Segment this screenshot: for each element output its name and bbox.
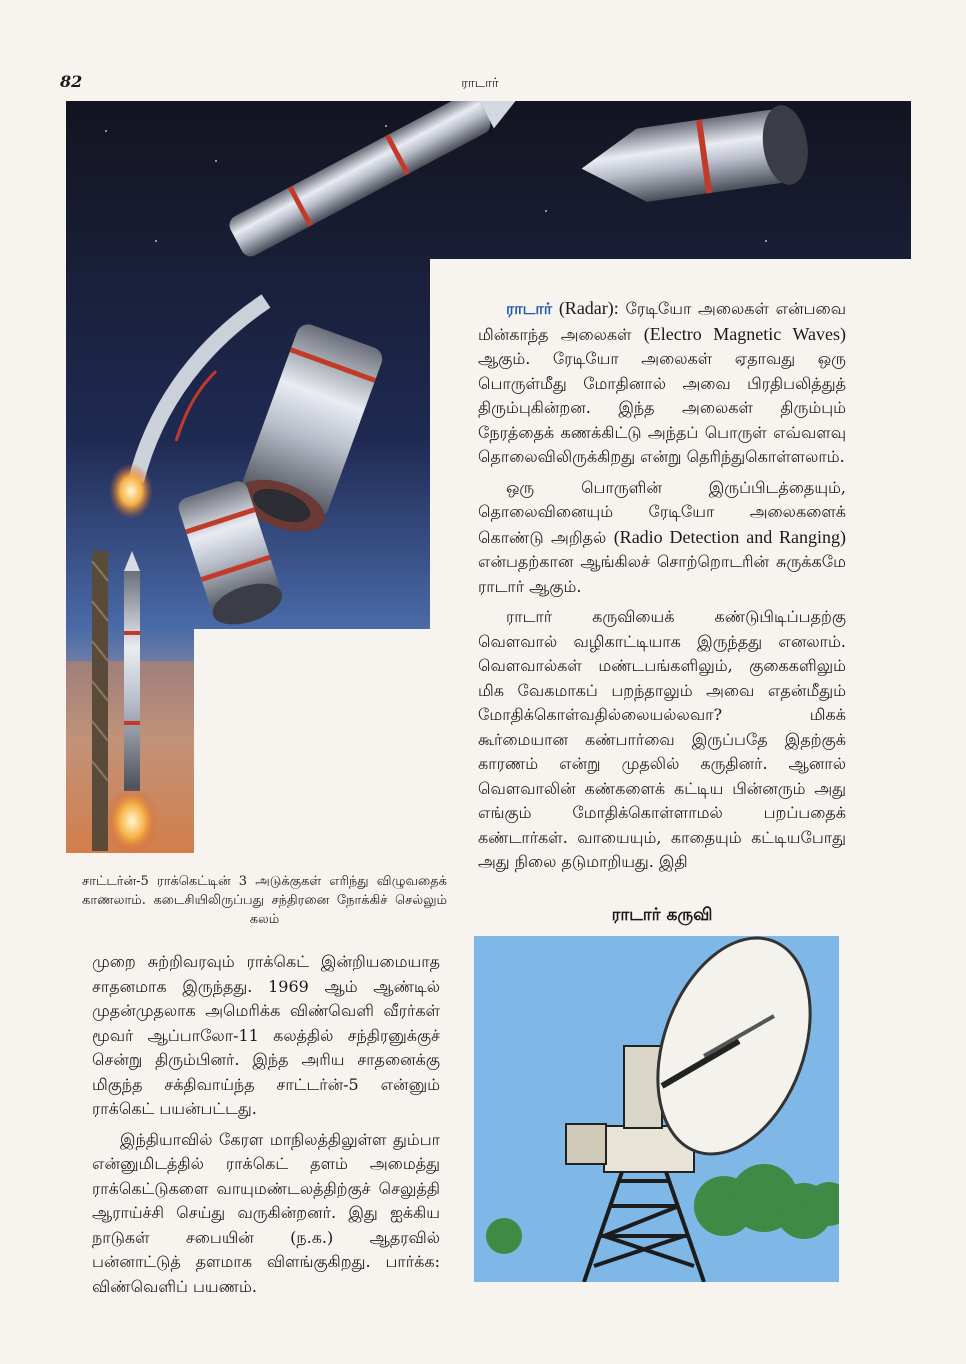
radar-paragraph-2 <box>478 476 846 600</box>
radar-text: ஆகும். ரேடியோ அலைகள் ஏதாவது ஒரு பொருள்மீது மோதினால் அவை பிரதிபலித்துத் திரும்புகின்றன. இந்த அலைகள் திரும்பும் நேரத்தைக் கணக்கிட்டு அந்தப் பொருள் எவ்வளவு தொலைவிலிருக்கிறது என்று தெரிந்துகொள்ளலாம். <box>478 349 846 466</box>
launch-tower <box>92 551 108 851</box>
radar-term-english: (Radar): <box>558 298 619 318</box>
radar-figure-title: ராடார் கருவி <box>611 905 713 925</box>
radar-text: என்பதற்கான ஆங்கிலச் சொற்றொடரின் சுருக்கமே ராடார் ஆகும். <box>478 552 846 596</box>
rocket-figure-caption: சாட்டர்ன்-5 ராக்கெட்டின் 3 அடுக்குகள் எரிந்து விழுவதைக் காணலாம். கடைசியிலிருப்பது சந்திரனை நோக்கிச் செல்லும் கலம் <box>82 874 447 927</box>
radar-article <box>478 296 846 881</box>
radar-text: ரேடியோ அலைகள் என்பவை மின்காந்த அலைகள் <box>478 299 846 344</box>
radar-illustration <box>474 936 839 1282</box>
radar-paragraph-3: ராடார் கருவியைக் கண்டுபிடிப்பதற்கு வௌவால் வழிகாட்டியாக இருந்தது எனலாம். வௌவால்கள் மண்டபங்களிலும், குகைகளிலும் மிக வேகமாகப் பறந்தாலும் அவை எதன்மீதும் மோதிக்கொள்வதில்லையல்லவா? மிகக் கூர்மையான கண்பார்வை இருப்பதே இதற்குக் காரணம் என்று முதலில் கருதினர். ஆனால் வௌவாலின் கண்களைக் கட்டிய பின்னரும் அது எங்கும் மோதிக்கொள்ளாமல் பறப்பதைக் கண்டார்கள். வாயையும், காதையும் கட்டியபோது அது நிலை தடுமாறியது. இதி <box>478 607 846 871</box>
radar-term: ராடார் <box>506 299 553 318</box>
rocket-paragraph-2: இந்தியாவில் கேரள மாநிலத்திலுள்ள தும்பா என்னுமிடத்தில் ராக்கெட் தளம் அமைத்து ராக்கெட்டுகளை வாயுமண்டலத்திற்குச் செலுத்தி ஆராய்ச்சி செய்து வருகின்றனர். இது ஐக்கிய நாடுகள் சபையின் (ந.க.) ஆதரவில் பன்னாட்டுத் தளமாக விளங்குகிறது. பார்க்க: விண்வெளிப் பயணம். <box>92 1129 440 1296</box>
running-head: ராடார் <box>461 76 499 91</box>
rocket-paragraph-1: முறை சுற்றிவரவும் ராக்கெட் இன்றியமையாத சாதனமாக இருந்தது. 1969 ஆம் ஆண்டில் முதன்முதலாக அமெரிக்க விண்வெளி வீரர்கள் மூவர் ஆப்பாலோ-11 கலத்தில் சந்திரனுக்குச் சென்று திரும்பினர். இந்த அரிய சாதனைக்கு மிகுந்த சக்திவாய்ந்த சாட்டர்ன்-5 என்னும் ராக்கெட் பயன்பட்டது. <box>92 952 440 1118</box>
page-number: 82 <box>60 72 83 91</box>
rocket-article <box>92 950 440 1305</box>
radar-paragraph-1 <box>478 296 846 470</box>
radar-text-english: (Electro Magnetic Waves) <box>643 323 846 344</box>
radar-pedestal <box>624 1046 662 1128</box>
radar-text: ஒரு பொருளின் இருப்பிடத்தையும், தொலைவினையும் ரேடியோ அலைகளைக் கொண்டு அறிதல் <box>478 477 846 547</box>
radar-text-english: (Radio Detection and Ranging) <box>613 526 846 547</box>
